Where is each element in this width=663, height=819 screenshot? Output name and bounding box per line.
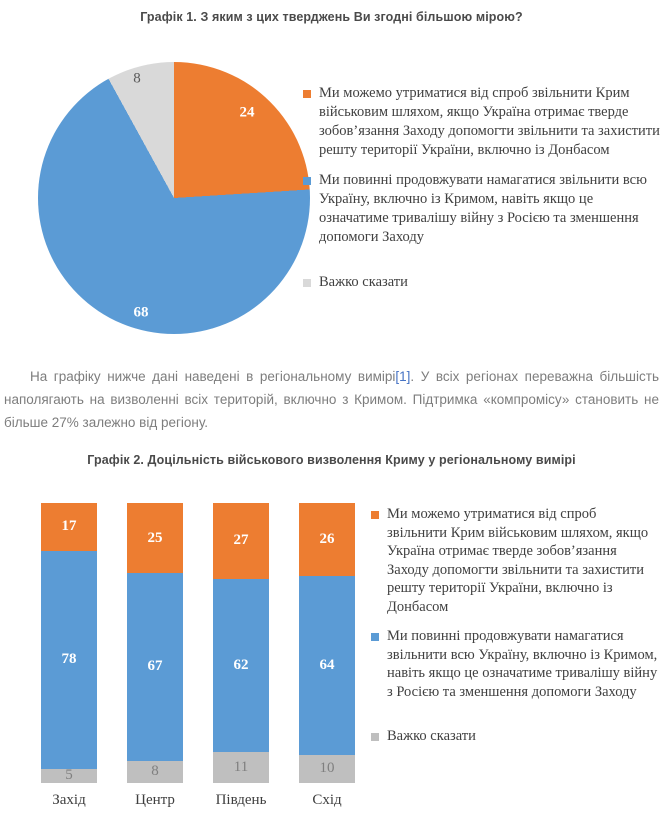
footnote-link[interactable]: [1] (395, 368, 411, 384)
legend-swatch-orange (371, 511, 379, 519)
paragraph-text-before-link: На графіку нижче дані наведені в регіональному вимірі (30, 368, 396, 384)
legend-swatch-orange (303, 90, 311, 98)
bar-value-label: 64 (319, 656, 335, 673)
bar-stack (41, 503, 97, 783)
bar-value-label: 26 (319, 530, 335, 547)
legend-item (303, 171, 660, 247)
bar-chart-plot (41, 503, 355, 809)
bar-value-label: 27 (233, 532, 249, 549)
bar-value-label: 8 (151, 763, 159, 780)
bar-stack (213, 503, 269, 783)
legend-swatch-blue (371, 633, 379, 641)
bar-segment (41, 503, 97, 551)
legend-swatch-gray (303, 279, 311, 287)
chart1-legend (303, 84, 660, 303)
bar-value-label: 67 (147, 658, 163, 675)
paragraph-text-after-link: . У всіх регіонах переважна більшість наполягають на визволенні всіх територій, включно з Кримом. Підтримка «компромісу» становить не більше 27% залежно від регіону. (4, 368, 659, 430)
bar-value-label: 62 (233, 656, 249, 673)
pie-chart (38, 62, 310, 334)
category-label: Південь (215, 792, 267, 808)
chart2-legend (371, 505, 659, 757)
bar-column (127, 503, 183, 809)
bar-segment (127, 573, 183, 761)
bar-column (41, 503, 97, 809)
bar-stack (127, 503, 183, 783)
bar-value-label: 25 (147, 529, 163, 546)
legend-item (303, 273, 660, 292)
bar-segment (213, 752, 269, 783)
bar-column (213, 503, 269, 809)
legend-swatch-blue (303, 177, 311, 185)
bar-segment (299, 503, 355, 576)
bar-segment (299, 755, 355, 783)
legend-label: Ми повинні продовжувати намагатися звільнити всю Україну, включно із Кримом, навіть якщо це означатиме тривалішу війну з Росією та зменшення допомоги Заходу (387, 628, 658, 700)
legend-item (303, 84, 660, 160)
bar-value-label: 11 (233, 759, 249, 776)
bar-segment (41, 551, 97, 769)
legend-label: Ми повинні продовжувати намагатися звільнити всю Україну, включно із Кримом, навіть якщо це означатиме тривалішу війну з Росією та зменшення допомоги Заходу (319, 172, 647, 245)
category-label: Схід (312, 792, 342, 808)
pie-graphic (38, 62, 310, 334)
legend-item (371, 627, 659, 701)
bar-value-label: 17 (61, 518, 77, 535)
legend-label: Важко сказати (319, 274, 408, 290)
legend-swatch-gray (371, 733, 379, 741)
bar-segment (41, 769, 97, 783)
pie-value-label: 24 (239, 104, 255, 121)
bar-segment (213, 503, 269, 579)
pie-value-label: 8 (133, 70, 141, 87)
legend-label: Ми можемо утриматися від спроб звільнити Крим військовим шляхом, якщо Україна отримає тверде зобов’язання Заходу допомогти звільнити та захистити решту території України, включно із Донбасом (319, 85, 660, 158)
bar-segment (299, 576, 355, 755)
bar-value-label: 5 (65, 767, 73, 784)
chart1-title: Графік 1. З яким з цих тверджень Ви згодні більшою мірою? (140, 10, 523, 24)
bar-segment (127, 503, 183, 573)
legend-label: Ми можемо утриматися від спроб звільнити Крим військовим шляхом, якщо Україна отримає тверде зобов’язання Заходу допомогти звільнити та захистити решту території України, включно із Донбасом (387, 506, 649, 615)
bar-column (299, 503, 355, 809)
bar-value-label: 78 (61, 651, 77, 668)
category-label: Захід (52, 792, 86, 808)
legend-label: Важко сказати (387, 728, 476, 744)
bar-segment (213, 579, 269, 753)
body-paragraph (4, 365, 659, 434)
bar-segment (127, 761, 183, 783)
pie-value-label: 68 (133, 304, 149, 321)
bar-stack (299, 503, 355, 783)
category-label: Центр (135, 792, 175, 808)
bar-value-label: 10 (319, 760, 335, 777)
chart2-title: Графік 2. Доцільність військового визволення Криму у регіональному вимірі (87, 453, 576, 467)
legend-item (371, 727, 659, 746)
legend-item (371, 505, 659, 616)
